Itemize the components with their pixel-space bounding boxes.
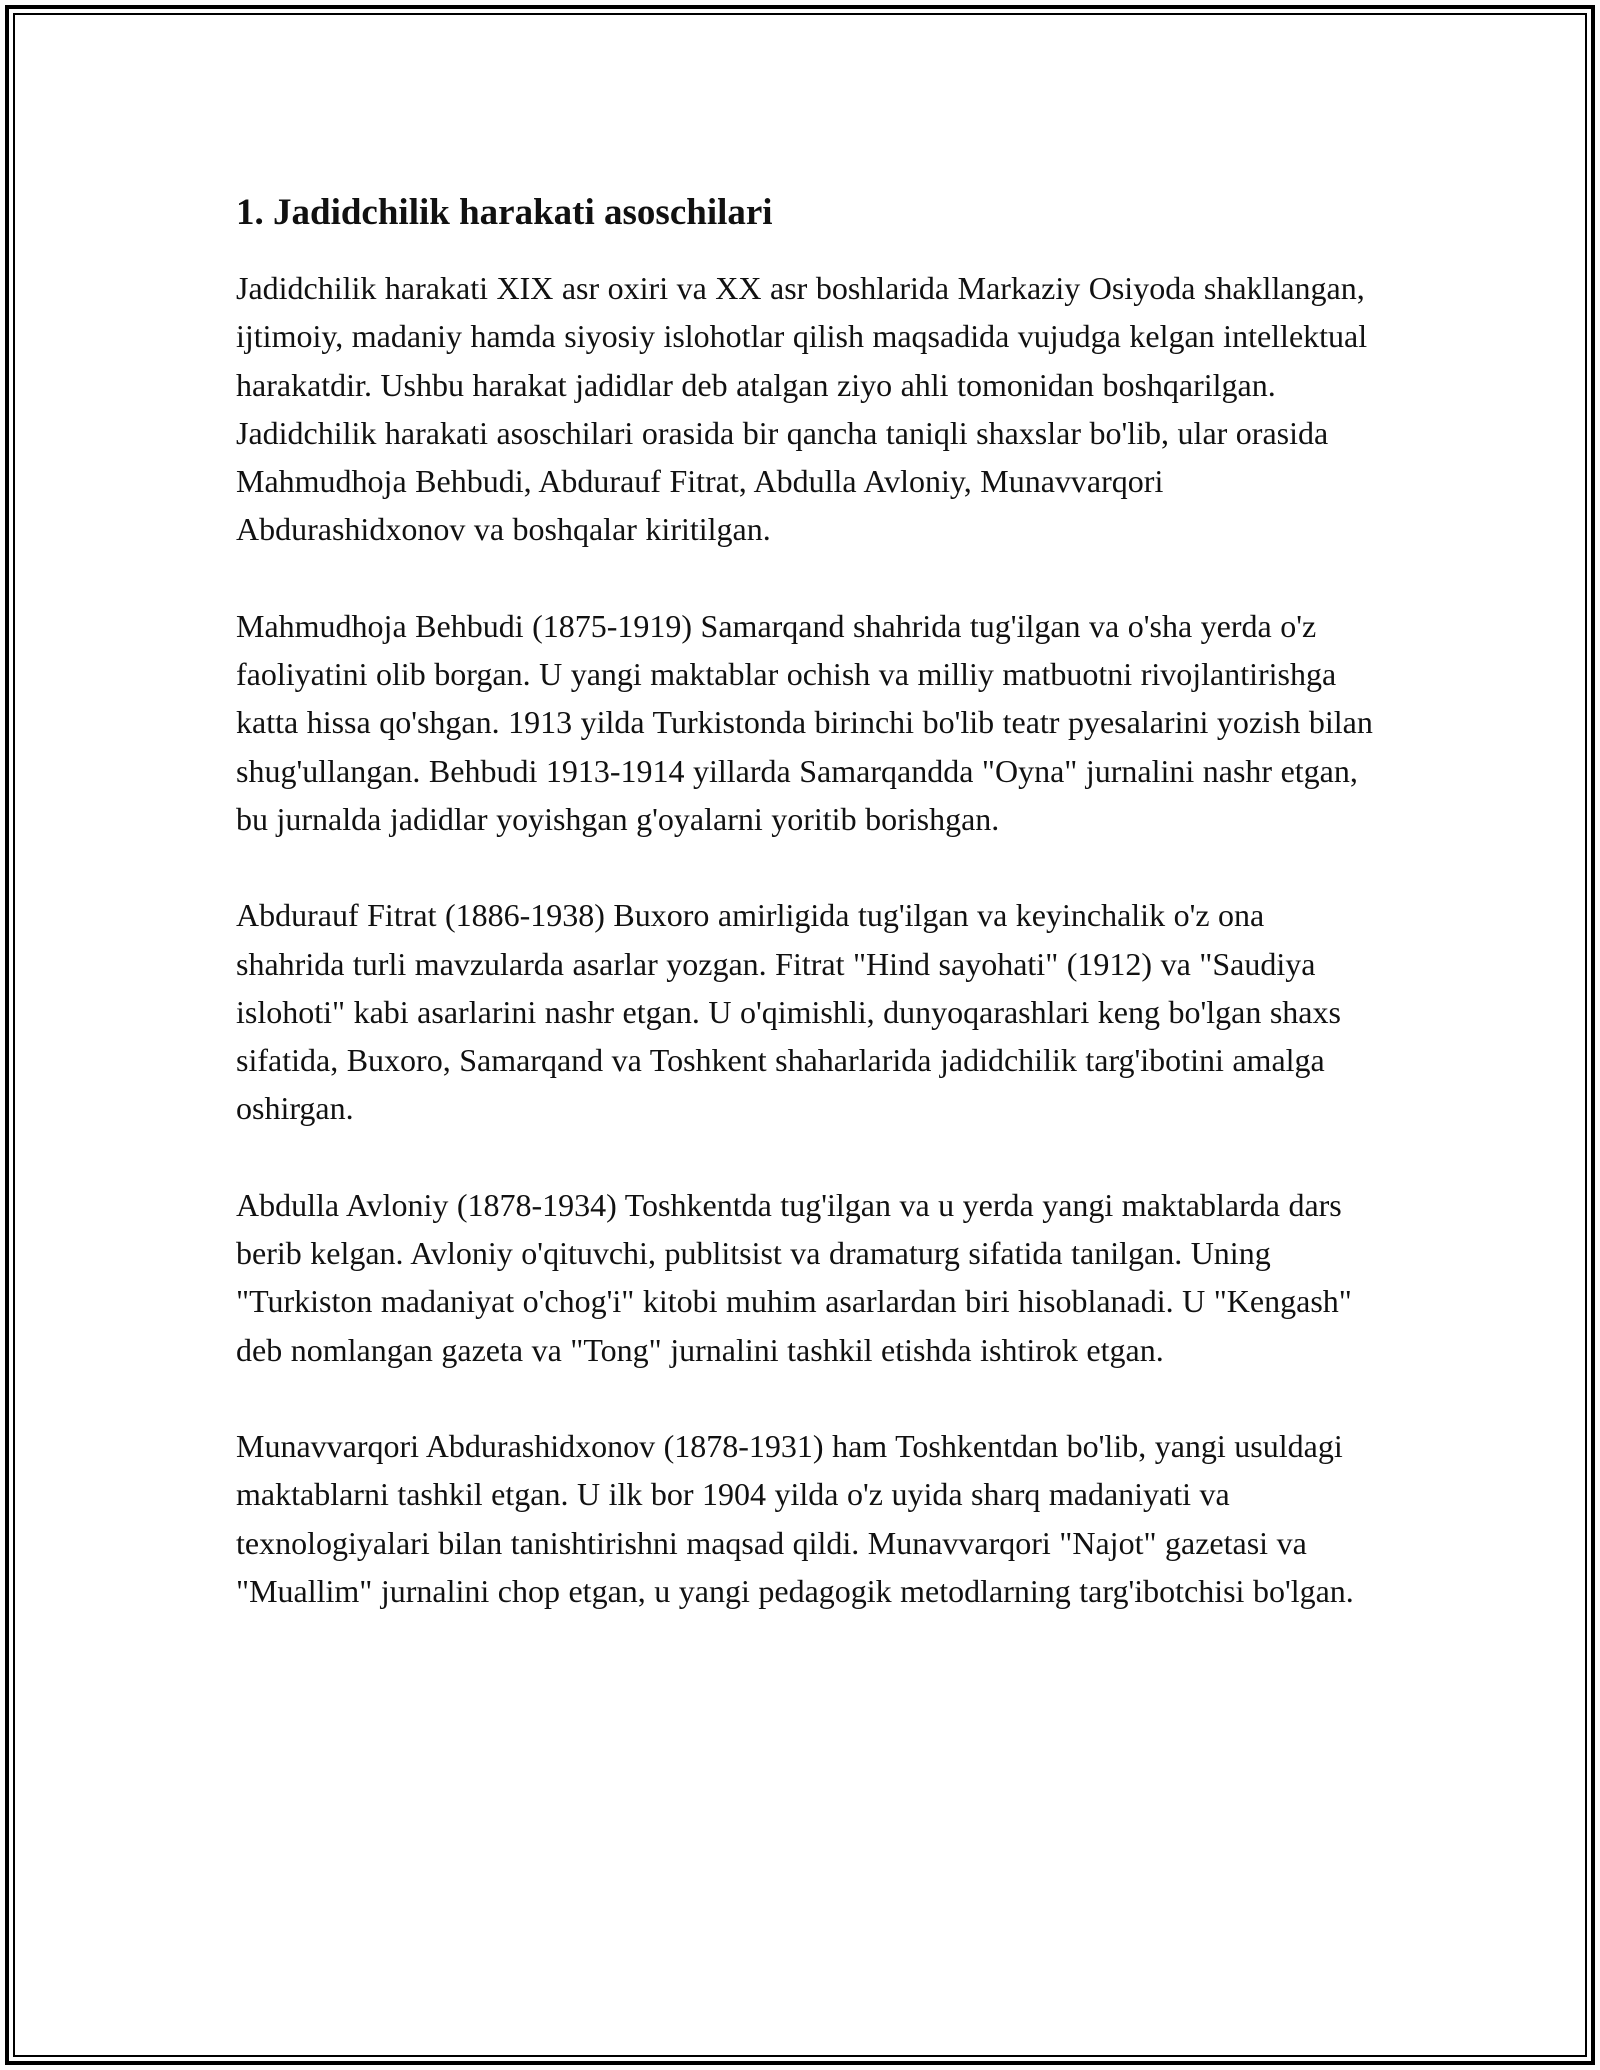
paragraph-behbudi: Mahmudhoja Behbudi (1875-1919) Samarqand shahrida tug'ilgan va o'sha yerda o'z faoliyatini olib borgan. U yangi maktablar ochish va milliy matbuotni rivojlantirishga katta hissa qo'shgan. 1913 yilda Turkistonda birinchi bo'lib teatr pyesalarini yozish bilan shug'ullangan. Behbudi 1913-1914 yillarda Samarqandda "Oyna" jurnalini nashr etgan, bu jurnalda jadidlar yoyishgan g'oyalarni yoritib borishgan.	[236, 607, 1373, 837]
section-heading: 1. Jadidchilik harakati asoschilari	[236, 192, 773, 233]
paragraph-munavvarqori: Munavvarqori Abdurashidxonov (1878-1931) ham Toshkentdan bo'lib, yangi usuldagi maktablarni tashkil etgan. U ilk bor 1904 yilda o'z uyida sharq madaniyati va texnologiyalari bilan tanishtirishni maqsad qildi. Munavvarqori "Najot" gazetasi va "Muallim" jurnalini chop etgan, u yangi pedagogik metodlarning targ'ibotchisi bo'lgan.	[236, 1427, 1354, 1609]
document-body	[236, 186, 1376, 1663]
paragraph-avloniy: Abdulla Avloniy (1878-1934) Toshkentda tug'ilgan va u yerda yangi maktablarda dars berib kelgan. Avloniy o'qituvchi, publitsist va dramaturg sifatida tanilgan. Uning "Turkiston madaniyat o'chog'i" kitobi muhim asarlardan biri hisoblanadi. U "Kengash" deb nomlangan gazeta va "Tong" jurnalini tashkil etishda ishtirok etgan.	[236, 1186, 1352, 1368]
paragraph-fitrat: Abdurauf Fitrat (1886-1938) Buxoro amirligida tug'ilgan va keyinchalik o'z ona shahrida turli mavzularda asarlar yozgan. Fitrat "Hind sayohati" (1912) va "Saudiya islohoti" kabi asarlarini nashr etgan. U o'qimishli, dunyoqarashlari keng bo'lgan shaxs sifatida, Buxoro, Samarqand va Toshkent shaharlarida jadidchilik targ'ibotini amalga oshirgan.	[236, 897, 1341, 1127]
paragraph-intro: Jadidchilik harakati XIX asr oxiri va XX asr boshlarida Markaziy Osiyoda shakllangan, ijtimoiy, madaniy hamda siyosiy islohotlar qilish maqsadida vujudga kelgan intellektual harakatdir. Ushbu harakat jadidlar deb atalgan ziyo ahli tomonidan boshqarilgan. Jadidchilik harakati asoschilari orasida bir qancha taniqli shaxslar bo'lib, ular orasida Mahmudhoja Behbudi, Abdurauf Fitrat, Abdulla Avloniy, Munavvarqori Abdurashidxonov va boshqalar kiritilgan.	[236, 270, 1368, 548]
